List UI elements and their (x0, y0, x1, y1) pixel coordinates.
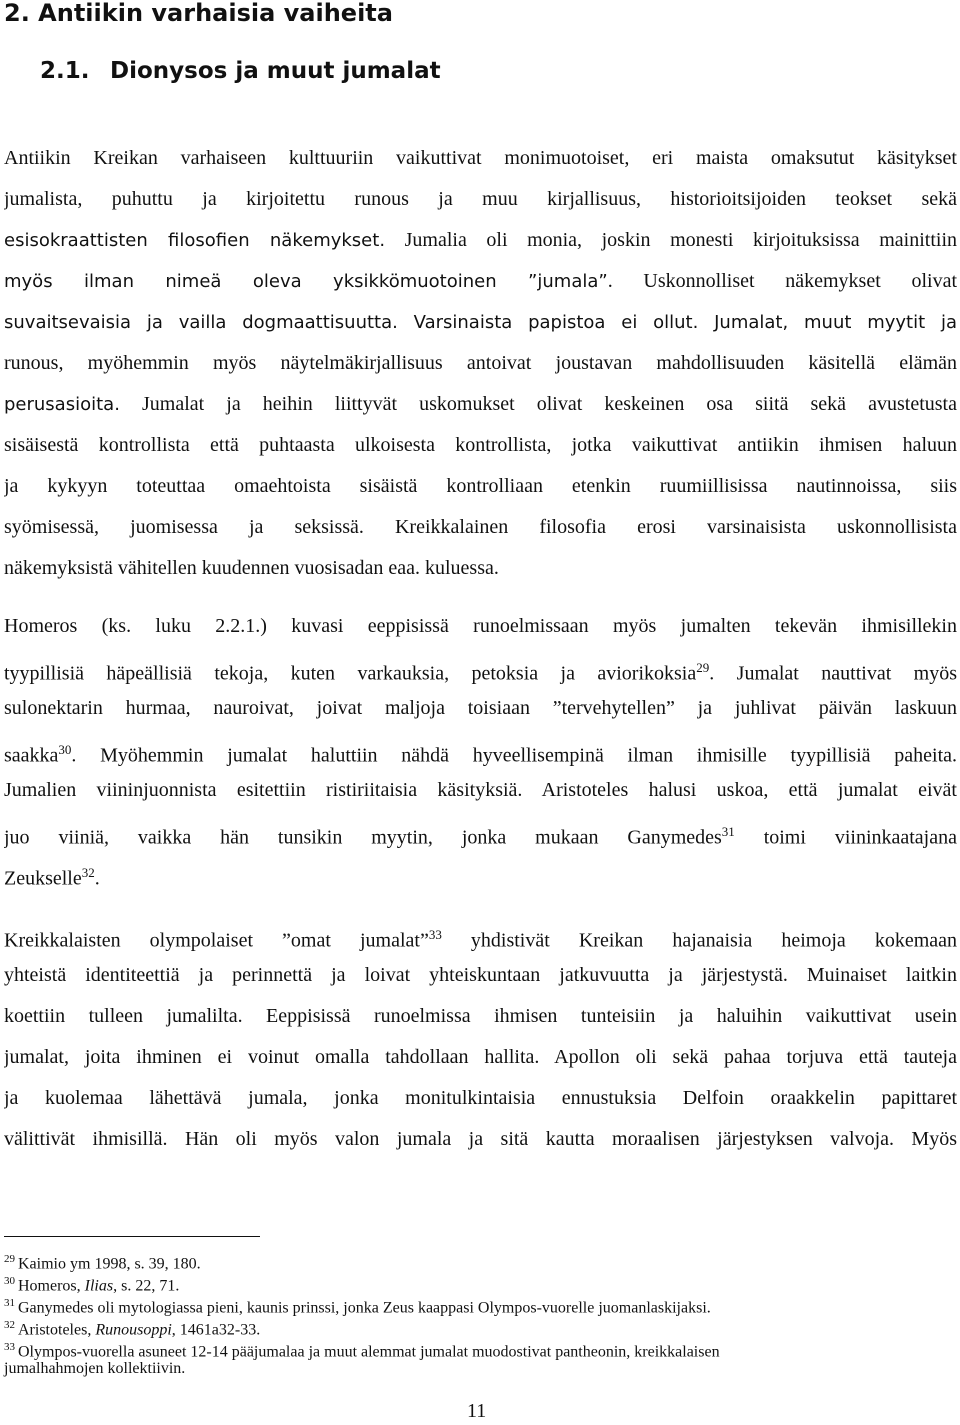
line-text: Kreikkalaisten olympolaiset ”omat jumalat” (4, 929, 429, 952)
line-text: saakka (4, 744, 59, 767)
chapter-heading: 2. Antiikin varhaisia vaiheita (4, 0, 393, 27)
paragraph-line (4, 261, 957, 302)
footnote-29 (4, 1248, 954, 1273)
paragraph-line: yhteistä identiteettiä ja perinnettä ja loivat yhteiskuntaan jatkuvuutta ja järjestystä. Muinaiset laitkin (4, 964, 957, 986)
section-number: 2.1. (40, 58, 90, 84)
footnote-text: Kaimio ym 1998, s. 39, 180. (18, 1255, 201, 1273)
footnote-ref-29[interactable]: 29 (696, 660, 710, 675)
line-text: . (94, 867, 100, 890)
sans-text: esisokraattisten filosofien näkemykset. (4, 230, 386, 251)
line-text: juo viiniä, vaikka hän tunsikin myytin, jonka mukaan Ganymedes (4, 826, 722, 849)
sans-text: myös ilman nimeä oleva yksikkömuotoinen ”jumala” (4, 271, 608, 292)
footnote-number: 32 (4, 1319, 15, 1331)
footnote-number: 31 (4, 1297, 15, 1309)
footnote-33 (4, 1336, 954, 1361)
serif-text: Jumalia oli monia, joskin monesti kirjoituksissa mainittiin (385, 229, 957, 251)
paragraph-line: suvaitsevaisia ja vailla dogmaattisuutta. Varsinaista papistoa ei ollut. Jumalat, muut myytit ja (4, 312, 957, 333)
page-number: 11 (467, 1400, 487, 1422)
paragraph-line: ja kuolemaa lähettävä jumala, jonka monitulkintaisia ennustuksia Delfoin oraakkelin papittaret (4, 1087, 957, 1109)
paragraph-line (4, 811, 957, 852)
line-text: yhdistivät Kreikan hajanaisia heimoja kokemaan (441, 929, 957, 952)
paragraph-2 (4, 606, 957, 893)
paragraph-line: sisäisestä kontrollista että puhtaasta ulkoisesta kontrollista, jotka vaikuttivat antiikin ihmisen haluun (4, 434, 957, 456)
footnote-text: Olympos-vuorella asuneet 12-14 pääjumalaa ja muut alemmat jumalat muodostivat pantheonin, kreikkalaisen (18, 1343, 720, 1361)
serif-text: . Uskonnolliset näkemykset olivat (607, 270, 957, 292)
footnotes (4, 1248, 954, 1380)
footnote-text: , 1461a32-33. (171, 1321, 261, 1339)
footnote-text: , s. 22, 71. (113, 1277, 180, 1295)
paragraph-line (4, 384, 957, 425)
footnote-title: Ilias (84, 1277, 114, 1295)
serif-text: Jumalat ja heihin liittyvät uskomukset olivat keskeinen osa siitä sekä avustetusta (119, 393, 957, 415)
section-title: Dionysos ja muut jumalat (110, 58, 441, 84)
footnote-30 (4, 1270, 954, 1295)
footnote-title: Runousoppi (95, 1321, 172, 1339)
paragraph-line (4, 914, 957, 955)
footnote-32 (4, 1314, 954, 1339)
paragraph-line (4, 729, 957, 770)
paragraph-line: jumalista, puhuttu ja kirjoitettu runous ja muu kirjallisuus, historioitsijoiden teokset sekä (4, 188, 957, 210)
section-heading (40, 54, 441, 88)
footnote-text: Homeros, (18, 1277, 85, 1295)
paragraph-line (4, 852, 957, 893)
paragraph-line: Jumalien viininjuonnista esitettiin ristiriitaisia käsityksiä. Aristoteles halusi uskoa, että jumalat eivät (4, 779, 957, 801)
footnote-text: Ganymedes oli mytologiassa pieni, kaunis prinssi, jonka Zeus kaappasi Olympos-vuorelle juomanlaskijaksi. (18, 1299, 711, 1317)
line-text: tyypillisiä häpeällisiä tekoja, kuten varkauksia, petoksia ja aviorikoksia (4, 662, 697, 685)
footnote-number: 30 (4, 1275, 15, 1287)
footnote-text: jumalhahmojen kollektiivin. (4, 1360, 186, 1377)
line-text: Zeukselle (4, 867, 82, 890)
paragraph-line: Antiikin Kreikan varhaiseen kulttuuriin vaikuttivat monimuotoiset, eri maista omaksutut käsitykset (4, 147, 957, 169)
paragraph-3 (4, 914, 957, 1160)
footnote-ref-30[interactable]: 30 (58, 742, 72, 757)
paragraph-line: jumalat, joita ihminen ei voinut omalla tahdollaan hallita. Apollon oli sekä pahaa torjuva että tauteja (4, 1046, 957, 1068)
paragraph-1 (4, 138, 957, 589)
paragraph-line (4, 647, 957, 688)
footnote-ref-33[interactable]: 33 (428, 927, 442, 942)
paragraph-line: ja kykyyn toteuttaa omaehtoista sisäistä kontrolliaan etenkin ruumiillisissa nautinnoissa, siis (4, 475, 957, 497)
paragraph-line: syömisessä, juomisessa ja seksissä. Kreikkalainen filosofia erosi varsinaisista uskonnollisista (4, 516, 957, 538)
line-text: . Myöhemmin jumalat haluttiin nähdä hyveellisempinä ilman ihmisille tyypillisiä paheita. (71, 744, 957, 767)
paragraph-line: runous, myöhemmin myös näytelmäkirjallisuus antoivat joustavan mahdollisuuden käsitellä elämän (4, 352, 957, 374)
paragraph-line: näkemyksistä vähitellen kuudennen vuosisadan eaa. kuluessa. (4, 557, 499, 579)
footnote-ref-31[interactable]: 31 (721, 824, 735, 839)
footnote-text: Aristoteles, (18, 1321, 96, 1339)
line-text: toimi viininkaatajana (734, 826, 957, 849)
footnote-33-continued (4, 1358, 954, 1380)
paragraph-line: Homeros (ks. luku 2.2.1.) kuvasi eeppisissä runoelmissaan myös jumalten tekevän ihmisillekin (4, 615, 957, 637)
footnote-ref-32[interactable]: 32 (81, 865, 95, 880)
paragraph-line: koettiin tulleen jumalilta. Eeppisissä runoelmissa ihmisen tunteisiin ja haluihin vaikuttivat usein (4, 1005, 957, 1027)
paragraph-line: sulonektarin hurmaa, nauroivat, joivat maljoja toisiaan ”tervehytellen” ja juhlivat päivän laskuun (4, 697, 957, 719)
footnote-number: 33 (4, 1341, 15, 1353)
footnote-divider (4, 1236, 260, 1237)
line-text: . Jumalat nauttivat myös (709, 662, 957, 685)
footnote-number: 29 (4, 1253, 15, 1265)
paragraph-line (4, 220, 957, 261)
paragraph-line: välittivät ihmisillä. Hän oli myös valon jumala ja sitä kautta moraalisen järjestyksen valvoja. Myös (4, 1128, 957, 1150)
footnote-31 (4, 1292, 954, 1317)
sans-text: perusasioita. (4, 394, 120, 415)
